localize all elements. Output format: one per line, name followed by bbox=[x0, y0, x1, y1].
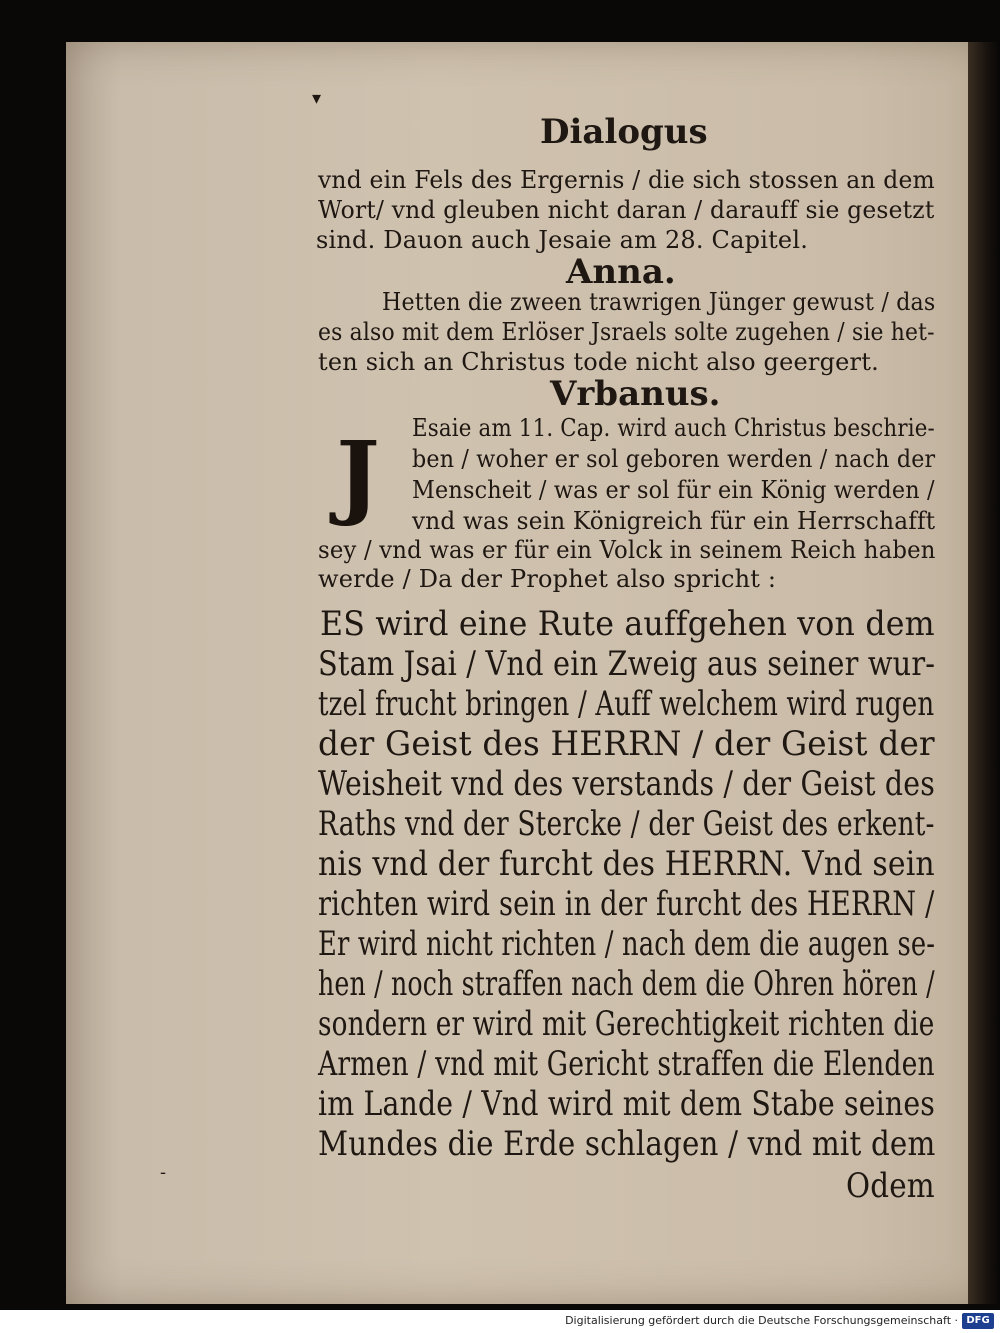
quote-line: der Geist des HERRN / der Geist der bbox=[318, 724, 935, 764]
quote-line: Raths vnd der Stercke / der Geist des erkent- bbox=[318, 804, 935, 844]
quote-line: Armen / vnd mit Gericht straffen die Elenden bbox=[318, 1044, 935, 1084]
quote-line: tzel frucht bringen / Auff welchem wird rugen bbox=[318, 684, 935, 724]
quote-line: hen / noch straffen nach dem die Ohren hören / bbox=[318, 964, 935, 1004]
speaker-anna: Anna. bbox=[566, 252, 676, 292]
text-line: sey / vnd was er für ein Volck in seinem Reich haben bbox=[318, 536, 936, 564]
quote-line: Mundes die Erde schlagen / vnd mit dem bbox=[318, 1124, 936, 1164]
text-line: Menscheit / was er sol für ein König werden / bbox=[412, 476, 935, 504]
drop-capital: J bbox=[336, 421, 380, 529]
ink-mark: ‐ bbox=[160, 1162, 167, 1183]
quote-line: richten wird sein in der furcht des HERRN / bbox=[318, 884, 935, 924]
text-line: sind. Dauon auch Jesaie am 28. Capitel. bbox=[316, 226, 809, 254]
ink-mark: ▾ bbox=[312, 88, 322, 109]
page-gutter bbox=[968, 42, 998, 1304]
quote-line: Weisheit vnd des verstands / der Geist des bbox=[318, 764, 935, 804]
text-line: vnd was sein Königreich für ein Herrschafft bbox=[412, 507, 936, 535]
speaker-urbanus: Vrbanus. bbox=[550, 374, 721, 414]
quote-line: Er wird nicht richten / nach dem die augen se- bbox=[318, 924, 936, 964]
quote-line: Stam Jsai / Vnd ein Zweig aus seiner wur- bbox=[318, 644, 936, 684]
quote-line: im Lande / Vnd wird mit dem Stabe seines bbox=[318, 1084, 935, 1124]
footer-bar bbox=[0, 1310, 1000, 1333]
text-line: vnd ein Fels des Ergernis / die sich stossen an dem bbox=[318, 166, 935, 194]
text-line: Hetten die zween trawrigen Jünger gewust / das bbox=[382, 288, 936, 316]
catchword: Odem bbox=[846, 1166, 935, 1206]
quote-line: nis vnd der furcht des HERRN. Vnd sein bbox=[318, 844, 935, 884]
quote-line: ES wird eine Rute auffgehen von dem bbox=[320, 604, 935, 644]
funding-notice: Digitalisierung gefördert durch die Deutsche Forschungsgemeinschaft · bbox=[565, 1314, 958, 1327]
text-line: ben / woher er sol geboren werden / nach der bbox=[412, 445, 936, 473]
text-line: ten sich an Christus tode nicht also geergert. bbox=[318, 348, 879, 376]
text-line: Esaie am 11. Cap. wird auch Christus beschrie- bbox=[412, 414, 935, 442]
dfg-logo-icon: DFG bbox=[962, 1313, 994, 1329]
text-line: werde / Da der Prophet also spricht : bbox=[318, 565, 777, 593]
text-line: es also mit dem Erlöser Jsraels solte zugehen / sie het- bbox=[318, 318, 935, 346]
quote-line: sondern er wird mit Gerechtigkeit richten die bbox=[318, 1004, 935, 1044]
text-line: Wort/ vnd gleuben nicht daran / darauff sie gesetzt bbox=[318, 196, 935, 224]
running-heading: Dialogus bbox=[540, 112, 708, 152]
